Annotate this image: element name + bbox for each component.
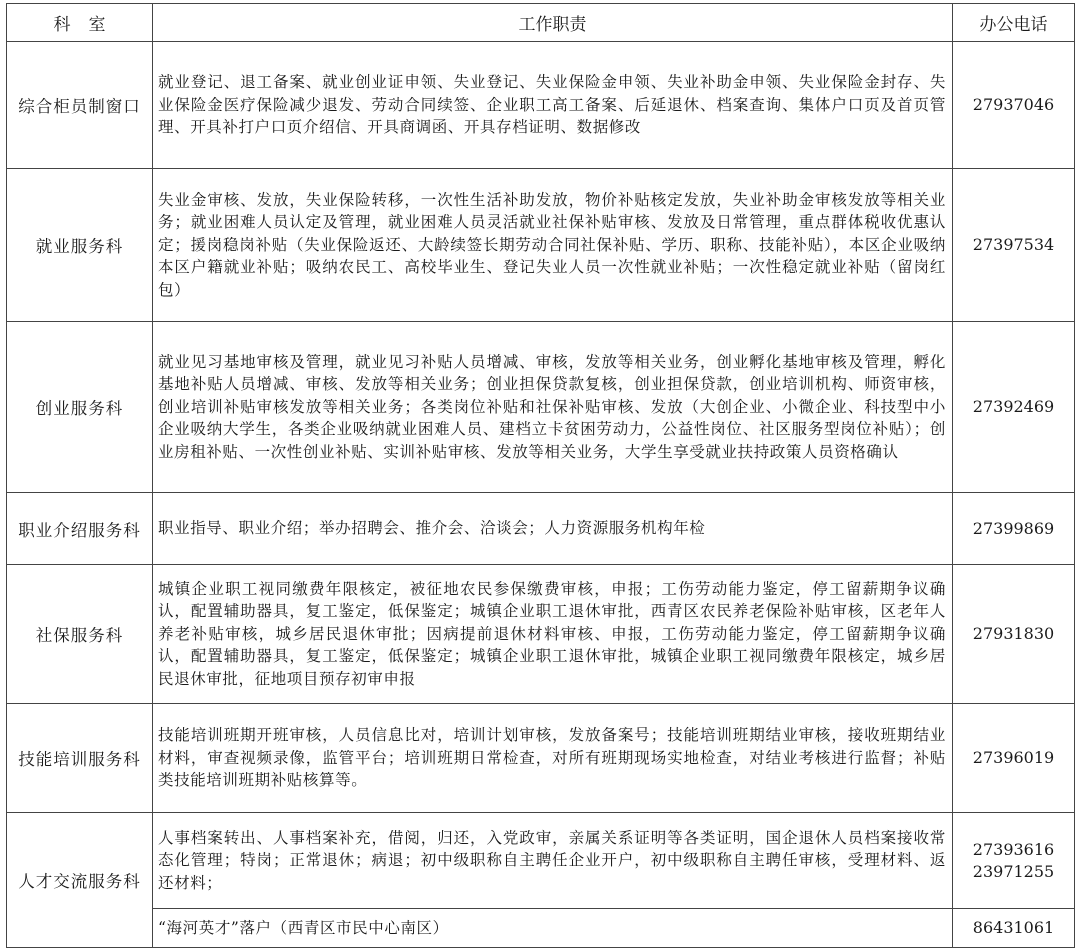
header-phone: 办公电话 [953,4,1075,42]
duty-text: 失业金审核、发放，失业保险转移，一次性生活补助发放，物价补贴核定发放，失业补助金审核发放等相关业务；就业困难人员认定及管理，就业困难人员灵活就业社保补贴审核、发放及日常管理，重点群体税收优惠认定；援岗稳岗补贴（失业保险返还、大龄续签长期劳动合同社保补贴、学历、职称、技能补贴），本区企业吸纳本区户籍就业补贴；吸纳农民工、高校毕业生、登记失业人员一次性就业补贴；一次性稳定就业补贴（留岗红包） [153,169,953,322]
phone-number-secondary: 23971255 [972,861,1055,881]
duty-text: 职业指导、职业介绍；举办招聘会、推介会、洽谈会；人力资源服务机构年检 [153,493,953,565]
dept-name: 社保服务科 [7,565,153,704]
table-row [7,322,1075,493]
department-duties-table [6,3,1075,948]
phone-number: 27396019 [953,704,1075,813]
table-row [7,493,1075,565]
dept-name: 人才交流服务科 [7,813,153,948]
phone-number: 27392469 [953,322,1075,493]
table-row [7,565,1075,704]
duty-text: 人事档案转出、人事档案补充，借阅，归还，入党政审，亲属关系证明等各类证明，国企退休人员档案接收常态化管理；特岗；正常退休；病退；初中级职称自主聘任企业开户，初中级职称自主聘任审核，受理材料、返还材料； [153,813,953,909]
phone-number: 27393616 [972,839,1055,859]
duty-text: 技能培训班期开班审核，人员信息比对，培训计划审核，发放备案号；技能培训班期结业审核，接收班期结业材料，审查视频录像，监管平台；培训班期日常检查，对所有班期现场实地检查，对结业考核进行监督；补贴类技能培训班期补贴核算等。 [153,704,953,813]
table-header-row [7,4,1075,42]
dept-name: 就业服务科 [7,169,153,322]
table-row [7,169,1075,322]
table-row [7,813,1075,909]
duty-text: 就业登记、退工备案、就业创业证申领、失业登记、失业保险金申领、失业补助金申领、失业保险金封存、失业保险金医疗保险减少退发、劳动合同续签、企业职工高工备案、后延退休、档案查询、集体户口页及首页管理、开具补打户口页介绍信、开具商调函、开具存档证明、数据修改 [153,42,953,169]
header-duty: 工作职责 [153,4,953,42]
table-subrow [7,909,1075,948]
phone-number: 27399869 [953,493,1075,565]
phone-numbers [953,813,1075,909]
phone-number: 27931830 [953,565,1075,704]
duty-text: 就业见习基地审核及管理，就业见习补贴人员增减、审核，发放等相关业务，创业孵化基地审核及管理，孵化基地补贴人员增减、审核、发放等相关业务；创业担保贷款复核，创业担保贷款，创业培训机构、师资审核，创业培训补贴审核发放等相关业务；各类岗位补贴和社保补贴审核、发放（大创企业、小微企业、科技型中小企业吸纳大学生，各类企业吸纳就业困难人员、建档立卡贫困劳动力，公益性岗位、社区服务型岗位补贴）；创业房租补贴、一次性创业补贴、实训补贴审核、发放等相关业务，大学生享受就业扶持政策人员资格确认 [153,322,953,493]
dept-name: 综合柜员制窗口 [7,42,153,169]
header-dept: 科室 [7,4,153,42]
dept-name: 创业服务科 [7,322,153,493]
responsibility-table-container [6,3,1074,937]
table-row [7,42,1075,169]
duty-text: “海河英才”落户（西青区市民中心南区） [153,909,953,948]
dept-name: 技能培训服务科 [7,704,153,813]
phone-number: 86431061 [953,909,1075,948]
dept-name: 职业介绍服务科 [7,493,153,565]
phone-number: 27397534 [953,169,1075,322]
table-row [7,704,1075,813]
phone-number: 27937046 [953,42,1075,169]
duty-text: 城镇企业职工视同缴费年限核定，被征地农民参保缴费审核，申报；工伤劳动能力鉴定，停工留薪期争议确认，配置辅助器具，复工鉴定，低保鉴定；城镇企业职工退休审批，西青区农民养老保险补贴审核，区老年人养老补贴审核，城乡居民退休审批；因病提前退休材料审核、申报，工伤劳动能力鉴定，停工留薪期争议确认，配置辅助器具，复工鉴定，低保鉴定；城镇企业职工退休审批，城镇企业职工视同缴费年限核定，城乡居民退休审批，征地项目预存初审申报 [153,565,953,704]
